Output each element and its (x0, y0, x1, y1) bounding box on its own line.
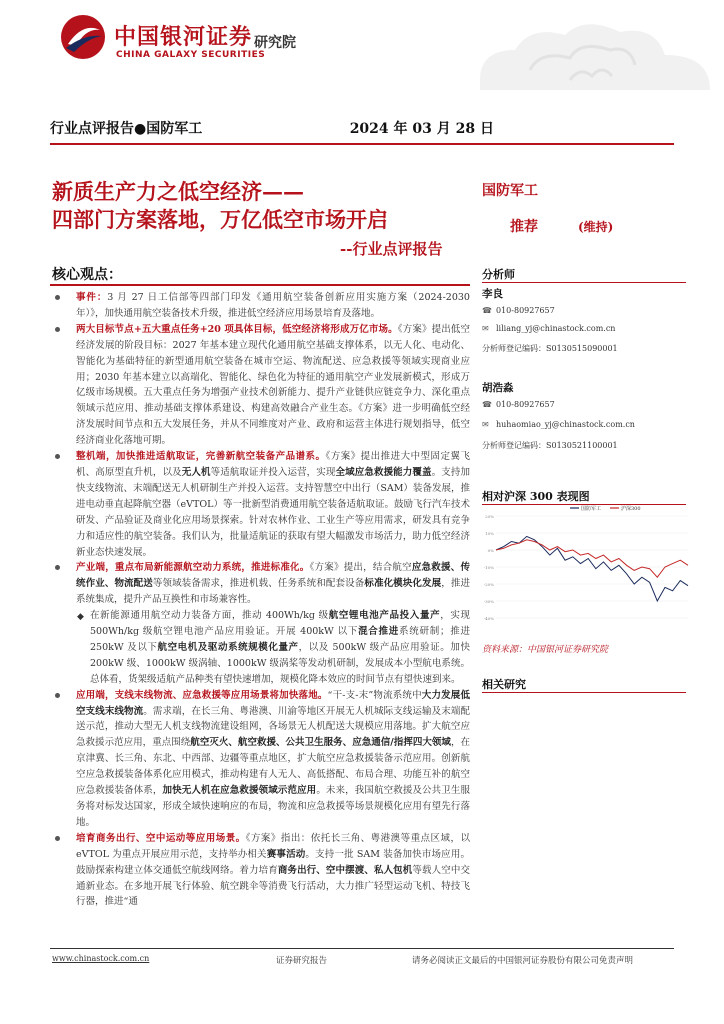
mail-icon: ✉ (482, 420, 489, 429)
bullet-dot-icon (55, 454, 60, 459)
performance-chart (482, 500, 694, 630)
analyst-2-phone: ☎ 010-80927657 (482, 400, 555, 409)
bullet-dot-icon (55, 693, 60, 698)
sub-bullet-power: ◆ 在新能源通用航空动力装备方面，推动 400Wh/kg 级航空锂电池产品投入量产，实现 500Wh/kg 级航空锂电池产品应用验证。开展 400kW 以下混合推进系统研制；推进 250kW 及以下航空电机及驱动系统规模化量产，以及 500kW 级产品应用验证。加快 200kW 级、1000kW 级涡轴、1000kW 级涡桨等发动机研制，发展成本小型航电系统。总体看，货架级适航产品种类有望快速增加，规模化降本效应的时间节点有望快速到来。 (77, 610, 470, 685)
y-tick-label-4: -20% (483, 582, 494, 587)
bullet-dot-icon (55, 327, 60, 332)
mail-icon: ✉ (482, 324, 489, 333)
analyst-1-name: 李良 (482, 288, 503, 300)
bullet-industry: 产业端，重点布局新能源航空动力系统，推进标准化。《方案》提出，结合航空应急救援、传统作业、物流配送等领域装备需求，推进机载、任务系统和配套设备标准化模块化发展，推进系统集成，提升产品互换性和市场兼容性。 (50, 560, 470, 608)
title-line-2: 四部门方案落地，万亿低空市场开启 (52, 207, 388, 232)
series-line-1 (496, 540, 688, 577)
y-tick-label-2: 0% (487, 548, 494, 553)
related-heading: 相关研究 (482, 678, 526, 691)
sector-label: 国防军工 (482, 183, 538, 199)
y-tick-label-1: 10% (485, 531, 494, 536)
title-line-3: --行业点评报告 (340, 240, 443, 258)
analyst-1-phone: ☎ 010-80927657 (482, 306, 555, 315)
chart-heading: 相对沪深 300 表现图 (482, 490, 590, 503)
chart-source: 资料来源：中国银河证券研究院 (482, 645, 609, 655)
legend-label-0: 国防军工 (581, 506, 602, 512)
analyst-2-email[interactable]: ✉ huhaomiao_yj@chinastock.com.cn (482, 420, 635, 429)
analyst-heading: 分析师 (482, 268, 515, 281)
core-divider (50, 284, 470, 286)
related-divider (482, 692, 686, 693)
bullet-event: 事件：3 月 27 日工信部等四部门印发《通用航空装备创新应用实施方案（2024-2030 年）》，加快通用航空装备技术升级，推进低空经济应用场景培育及落地。 (50, 290, 470, 322)
title-line-1: 新质生产力之低空经济—— (52, 179, 304, 204)
rating-note: (维持) (578, 220, 614, 234)
cloud-decoration (420, 10, 724, 120)
bullet-dot-icon (55, 565, 60, 570)
bullet-application: 应用端，支线末线物流、应急救援等应用场景将加快落地。“干-支-末”物流系统中大力发展低空支线末线物流。需求端，在长三角、粤港澳、川渝等地区开展无人机城际支线运输及末端配送示范，推动大型无人机支线物流建设组网，各场景无人机配送大规模应用落地。扩大航空应急救援示范应用，重点围绕航空灭火、航空救援、公共卫生服务、应急通信/指挥四大领域，在京津冀、长三角、东北、中西部、边疆等重点地区，扩大航空应急救援装备示范应用。创新航空应急救援装备体系化应用模式，推动构建有人无人、高低搭配、布局合理、功能互补的航空应急救援装备体系，加快无人机在应急救援领域示范应用。未来，我国航空救援及公共卫生服务将对标发达国家，形成全域快速响应的布局，物流和应急救援等场景规模化应用有望先行落地。 (50, 688, 470, 831)
report-header (0, 0, 724, 150)
analyst-divider (482, 282, 686, 283)
diamond-bullet-icon: ◆ (77, 612, 84, 623)
logo-english: CHINA GALAXY SECURITIES (116, 50, 266, 60)
header-divider (50, 143, 674, 145)
bullet-business: 培育商务出行、空中运动等应用场景。《方案》指出：依托长三角、粤港澳等重点区域，以 eVTOL 为重点开展应用示范，支持举办相关赛事活动。支持一批 SAM 装备加快市场应用。鼓励探索构建立体交通低空航线网络。着力培育商务出行、空中摆渡、私人包机等载人空中交通新业态。在多地开展飞行体验、航空跳伞等消费飞行活动，大力推广轻型运动飞机、特技飞行器，推进“通 (50, 831, 470, 911)
rating-label: 推荐 (510, 219, 538, 235)
y-tick-label-5: -30% (483, 599, 494, 604)
legend-label-1: 沪深300 (621, 506, 641, 512)
report-date: 2024 年 03 月 28 日 (349, 121, 494, 137)
analyst-1-cert: 分析师登记编码：S0130515090001 (482, 344, 618, 353)
y-tick-label-0: 20% (485, 514, 494, 519)
y-tick-label-6: -40% (483, 616, 494, 621)
bullet-dot-icon (55, 295, 60, 300)
core-view-label: 核心观点： (52, 267, 122, 283)
galaxy-logo-icon (60, 14, 106, 60)
bullet-airframe: 整机端，加快推进适航取证，完善新航空装备产品谱系。《方案》提出推进大中型固定翼飞机、高原型直升机，以及无人机等适航取证并投入运营，实现全域应急救援能力覆盖。支持加快支线物流、末端配送无人机研制生产并投入运营。支持智慧空中出行（SAM）装备发展，推进电动垂直起降航空器（eVTOL）等一批新型消费通用航空装备适航取证。鼓励飞行汽车技术研发、产品验证及商业化应用场景探索。针对农林作业、工业生产等应用需求，研发具有竞争力和适应性的航空装备。我们认为，批量适航证的获取有望大幅激发市场活力，助力低空经济新业态快速发展。 (50, 449, 470, 560)
institute-label: 研究院 (254, 35, 296, 51)
phone-icon: ☎ (482, 400, 492, 409)
core-content (50, 290, 470, 942)
footer-divider (50, 948, 674, 949)
footer-report-label: 证券研究报告 (276, 956, 328, 966)
analyst-2-name: 胡浩淼 (482, 382, 514, 394)
y-tick-label-3: -10% (483, 565, 494, 570)
analyst-2-cert: 分析师登记编码：S0130521100001 (482, 441, 618, 450)
footer-disclaimer: 请务必阅读正文最后的中国银河证券股份有限公司免责声明 (412, 956, 634, 966)
logo-chinese: 中国银河证券 (114, 25, 253, 50)
report-type: 行业点评报告●国防军工 (50, 121, 203, 137)
analyst-1-email[interactable]: ✉ liliang_yj@chinastock.com.cn (482, 324, 616, 333)
series-line-0 (496, 536, 688, 601)
phone-icon: ☎ (482, 306, 492, 315)
footer-website-link[interactable]: www.chinastock.com.cn (52, 954, 150, 963)
bullet-dot-icon (55, 836, 60, 841)
bullet-targets: 两大目标节点+五大重点任务+20 项具体目标，低空经济将形成万亿市场。《方案》提出低空经济发展的阶段目标：2027 年基本建立现代化通用航空基础支撑体系，以无人化、电动化、智能化为基础特征的新型通用航空装备在城市空运、物流配送、应急救援等领域实现商业应用；2030 年基本建立以高端化、智能化、绿色化为特征的通用航空产业发展新模式，形成万亿级市场规模。五大重点任务为增强产业技术创新能力、提升产业链供应链竞争力、深化重点领域示范应用、推动基础支撑体系建设、构建高效融合产业生态。《方案》进一步明确低空经济发展时间节点和五大发展任务，并从不同维度对产业、政府和运营主体进行规划指导，低空经济商业化落地可期。 (50, 322, 470, 449)
